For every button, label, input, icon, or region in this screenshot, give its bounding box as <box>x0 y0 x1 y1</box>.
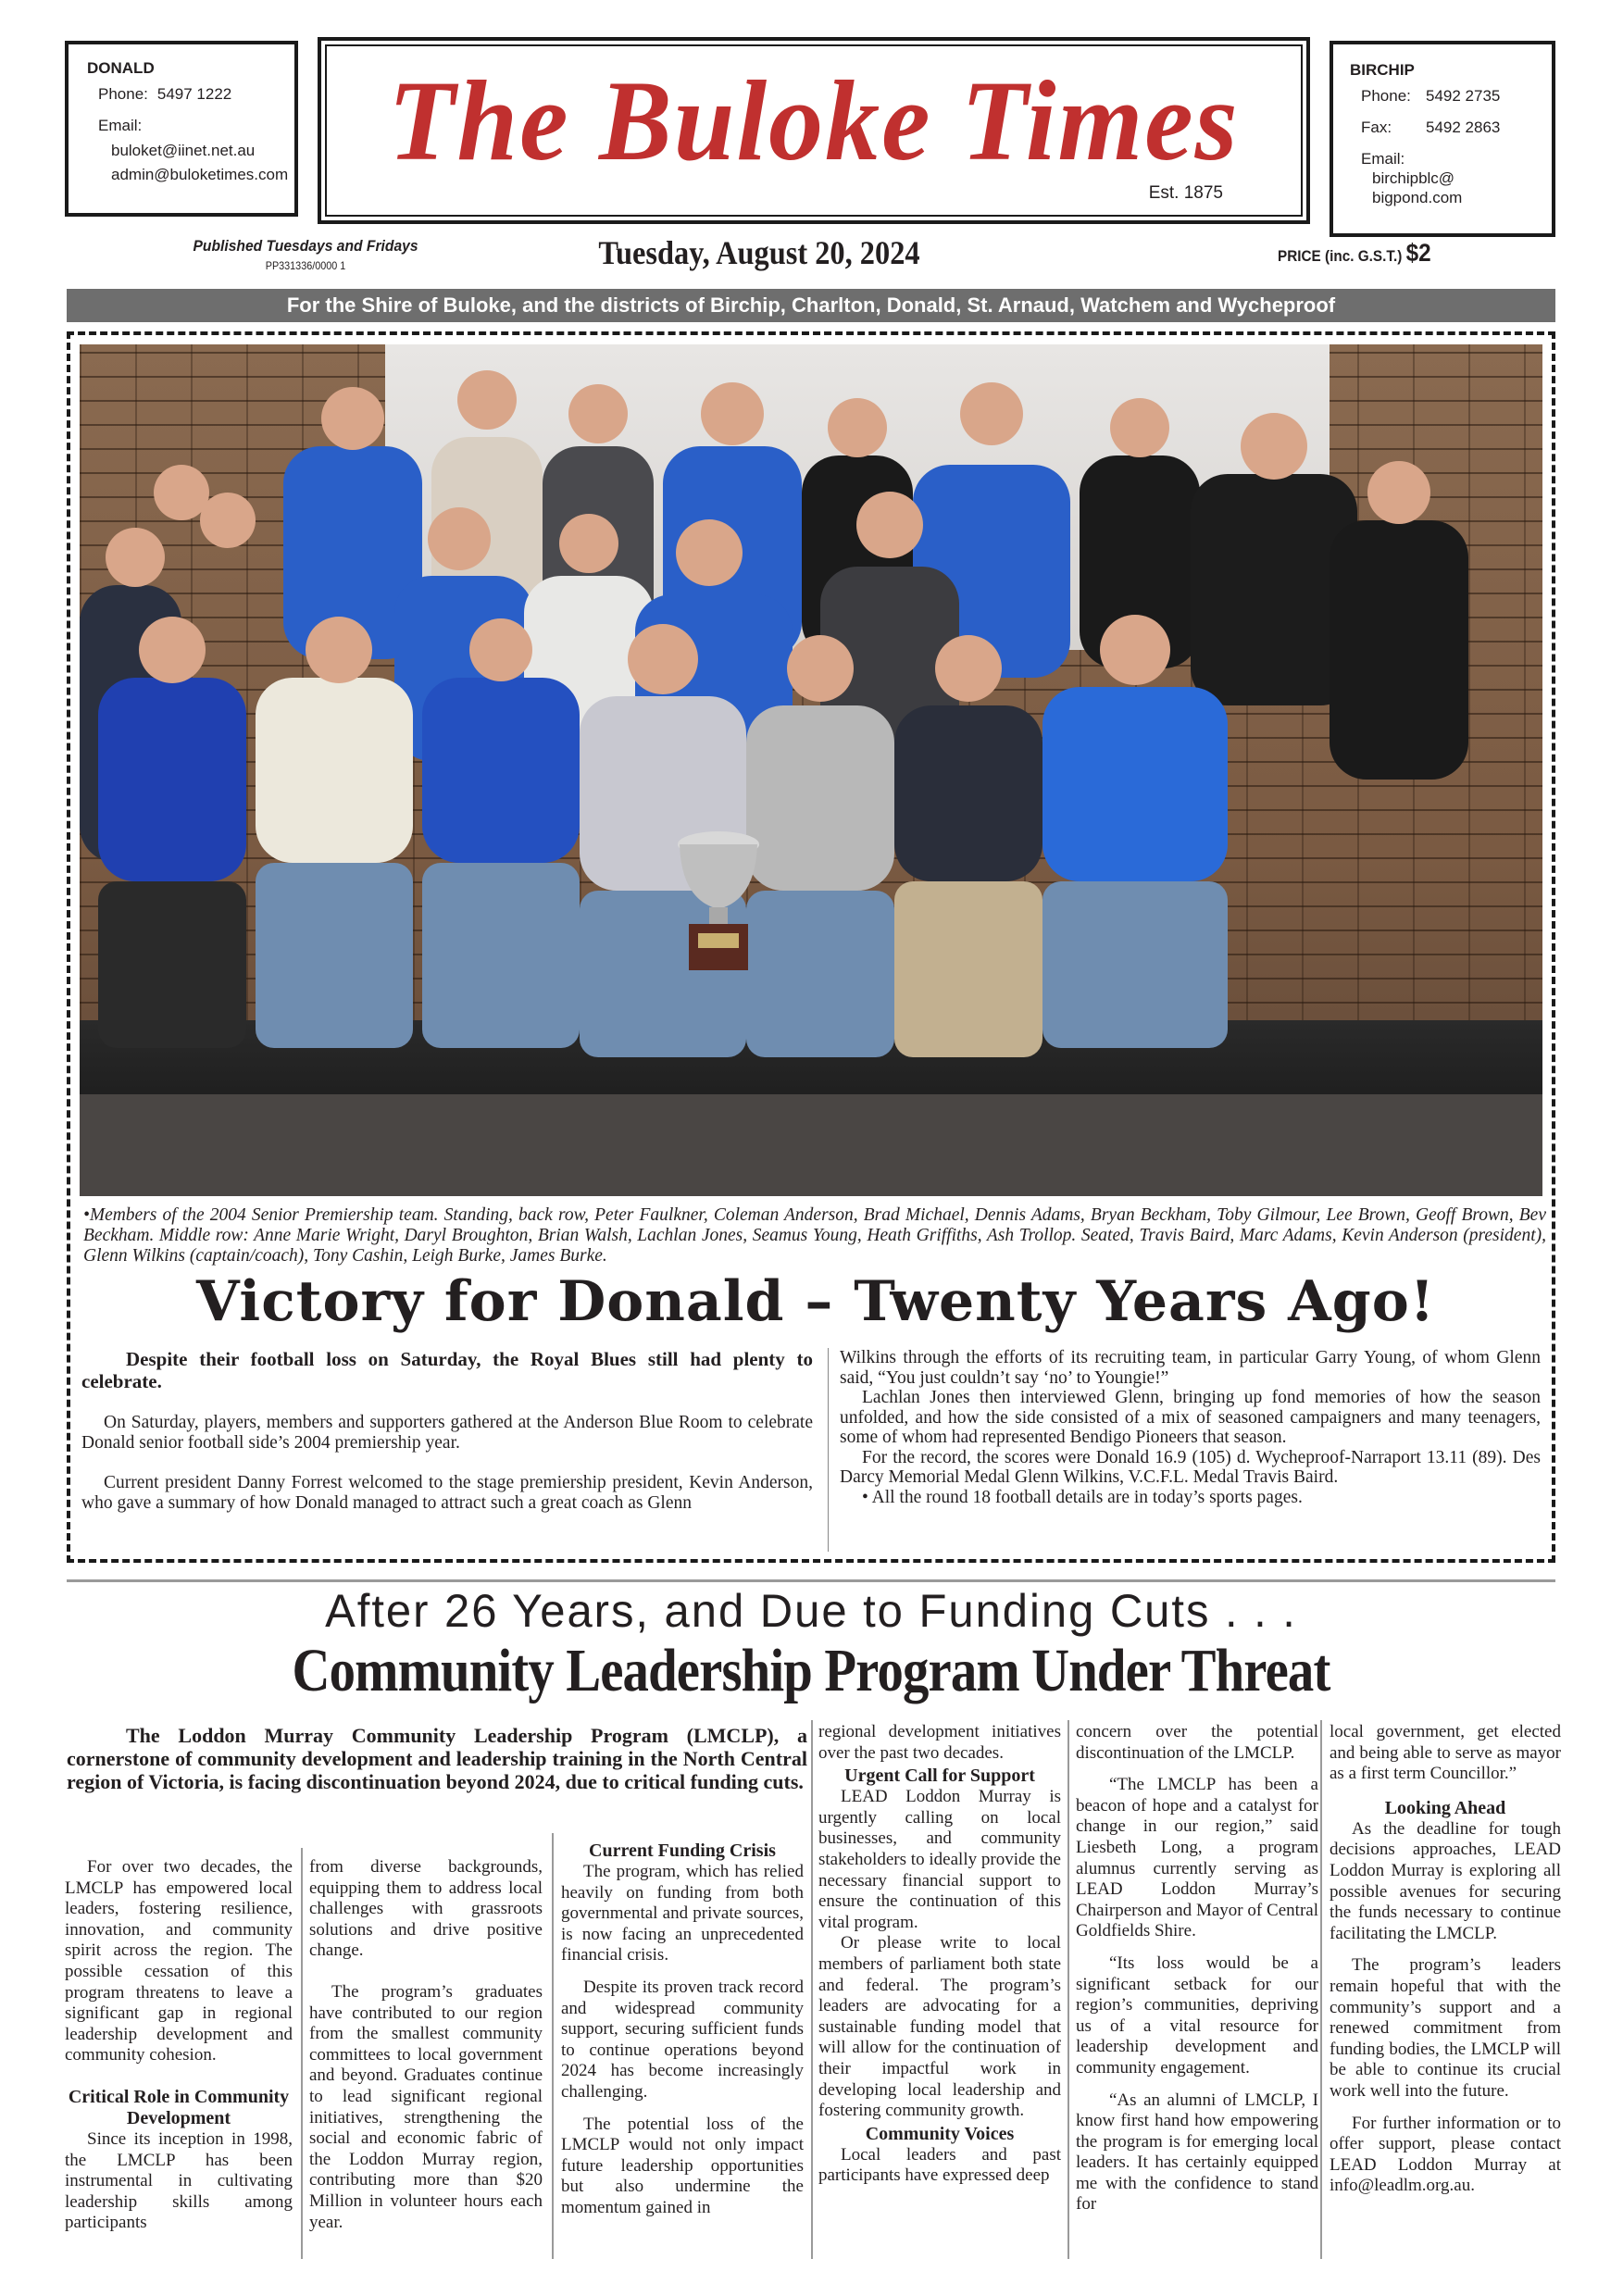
subhead-looking-ahead: Looking Ahead <box>1384 1797 1506 1818</box>
birchip-contact-box <box>1330 41 1555 237</box>
fax-label: Fax: <box>1361 119 1392 136</box>
story-lead: The Loddon Murray Community Leadership Program (LMCLP), a cornerstone of community development and leadership training in the North Central region of Victoria, is facing discontinuation beyond 2024, due to critical funding cuts. <box>67 1724 807 1793</box>
story-column-6 <box>1330 1722 1561 2197</box>
feature-paragraph: Wilkins through the efforts of its recruiting team, in particular Garry Young, of whom Glenn said, “You just couldn’t say ‘no’ to Youngie!” <box>840 1348 1541 1388</box>
team-photo-figures <box>80 344 1542 1196</box>
story-paragraph: local government, get elected and being able to serve as mayor as a first term Councillor.” <box>1330 1722 1561 1784</box>
print-post-number: PP331336/0000 1 <box>265 259 346 272</box>
donald-phone: 5497 1222 <box>156 85 232 103</box>
contact-paragraph: For further information or to offer support, please contact LEAD Loddon Murray at info@leadlm.org.au. <box>1330 2113 1561 2196</box>
story-quote: “The LMCLP has been a beacon of hope and a catalyst for change in our region,” said Liesbeth Long, a program alumnus currently serving as LEAD Loddon Murray’s Chairperson and Mayor of Central Goldfields Shire. <box>1076 1775 1318 1941</box>
column-rule <box>301 1848 303 2259</box>
story-column-5 <box>1076 1722 1318 2215</box>
email-label: Email: <box>98 117 143 134</box>
subhead-critical-role: Critical Role in Community Development <box>68 2086 290 2128</box>
feature-paragraph: For the record, the scores were Donald 16.9 (105) d. Wycheproof-Narraport 13.11 (89). Des Darcy Memorial Medal Glenn Wilkins, V.C.F.L. Medal Travis Baird. <box>840 1447 1541 1487</box>
donald-phone-row <box>87 85 294 104</box>
feature-paragraph: Current president Danny Forrest welcomed to the stage premiership president, Kevin Anderson, who gave a summary of how Donald managed to attract such a great coach as Glenn <box>81 1473 813 1513</box>
feature-paragraph: Lachlan Jones then interviewed Glenn, bringing up fond memories of how the season unfolded, and how the side consisted of a mix of seasoned campaigners and many teenagers, some of whom had represented Bendigo Pioneers that season. <box>840 1388 1541 1447</box>
story-headline: Community Leadership Program Under Threat <box>292 1637 1330 1704</box>
photo-caption: •Members of the 2004 Senior Premiership team. Standing, back row, Peter Faulkner, Coleman Anderson, Brad Michael, Dennis Adams, Bryan Beckham, Toby Gilmour, Lee Brown, Geoff Brown, Bev Beckham. Middle row: Anne Marie Wright, Daryl Broughton, Brian Walsh, Lachlan Jones, Seamus Young, Heath Griffiths, Ash Trollop. Seated, Travis Baird, Marc Adams, Kevin Anderson (president), Glenn Wilkins (captain/coach), Tony Cashin, Leigh Burke, James Burke. <box>83 1205 1546 1266</box>
donald-email-2[interactable]: admin@buloketimes.com <box>111 166 289 183</box>
story-quote: “As an alumni of LMCLP, I know first hand how empowering the program is for emerging local leaders. It has certainly equipped me with the confidence to stand for <box>1076 2090 1318 2215</box>
story-paragraph: Local leaders and past participants have expressed deep <box>818 2144 1061 2186</box>
subhead-community-voices: Community Voices <box>865 2123 1015 2144</box>
story-paragraph: concern over the potential discontinuation of the LMCLP. <box>1076 1722 1318 1763</box>
story-paragraph: The potential loss of the LMCLP would not only impact future leadership opportunities but also undermine the momentum gained in <box>561 2114 804 2217</box>
story-column-4 <box>818 1722 1061 2187</box>
birchip-email-line-1[interactable]: birchipblc@ <box>1372 169 1455 187</box>
team-photo <box>80 344 1542 1196</box>
phone-label: Phone: <box>98 85 148 103</box>
story-column-3 <box>561 1839 804 2219</box>
masthead-title-box <box>318 37 1310 224</box>
donald-contact-box <box>65 41 298 217</box>
story-paragraph: regional development initiatives over the past two decades. <box>818 1722 1061 1763</box>
phone-label: Phone: <box>1361 87 1411 105</box>
donald-office-title: DONALD <box>87 59 155 77</box>
feature-footnote: • All the round 18 football details are in today’s sports pages. <box>862 1487 1303 1507</box>
birchip-phone-row <box>1350 87 1552 106</box>
column-rule <box>811 1720 813 2259</box>
column-rule <box>1320 1720 1322 2259</box>
birchip-office-title: BIRCHIP <box>1350 61 1415 79</box>
feature-paragraph: On Saturday, players, members and supporters gathered at the Anderson Blue Room to celebrate Donald senior football side’s 2004 premiership year. <box>81 1413 813 1453</box>
story-paragraph: For over two decades, the LMCLP has empowered local leaders, fostering resilience, innovation, and community spirit across the region. The possible cessation of this program threatens to leave a significant gap in regional leadership development and community cohesion. <box>65 1857 293 2065</box>
subhead-urgent-call: Urgent Call for Support <box>844 1766 1035 1787</box>
birchip-fax: 5492 2863 <box>1426 119 1501 136</box>
birchip-email-line-2[interactable]: bigpond.com <box>1372 189 1463 206</box>
section-divider <box>67 1579 1555 1582</box>
feature-headline: Victory for Donald – Twenty Years Ago! <box>195 1269 1436 1334</box>
publication-info <box>148 237 463 272</box>
story-paragraph: The program’s leaders remain hopeful that with the community’s support and a renewed commitment from funding bodies, the LMCLP will be able to continue its crucial work well into the future. <box>1330 1955 1561 2101</box>
price-label: PRICE (inc. G.S.T.) <box>1278 247 1403 265</box>
established-year: Est. 1875 <box>1148 183 1223 203</box>
story-paragraph: As the deadline for tough decisions approaches, LEAD Loddon Murray is exploring all possible avenues for securing the funds necessary to continue facilitating the LMCLP. <box>1330 1818 1561 1943</box>
feature-column-1 <box>81 1348 813 1513</box>
email-label: Email: <box>1361 150 1405 168</box>
story-paragraph: The program’s graduates have contributed to our region from the smallest community committees to local government and beyond. Graduates continue to lead significant regional initiatives, strengthening the social and economic fabric of the Loddon Murray region, contributing more than $20 Million in volunteer hours each year. <box>309 1981 543 2232</box>
price-amount: $2 <box>1405 239 1431 267</box>
story-paragraph: The program, which has relied heavily on funding from both governmental and private sources, is now facing an unprecedented financial crisis. <box>561 1862 804 1965</box>
story-paragraph: Since its inception in 1998, the LMCLP has been instrumental in cultivating leadership skills among participants <box>65 2128 293 2233</box>
story-paragraph: Despite its proven track record and widespread community support, securing sufficient funds to continue operations beyond 2024 has become increasingly challenging. <box>561 1977 804 2102</box>
feature-story-box <box>67 331 1555 1563</box>
newspaper-title: The Buloke Times <box>388 56 1240 185</box>
birchip-fax-row <box>1350 119 1552 137</box>
coverage-banner: For the Shire of Buloke, and the districts of Birchip, Charlton, Donald, St. Arnaud, Watchem and Wycheproof <box>67 289 1555 322</box>
birchip-phone: 5492 2735 <box>1426 87 1501 105</box>
issue-date: Tuesday, August 20, 2024 <box>598 234 920 271</box>
column-rule <box>1067 1720 1069 2259</box>
story-paragraph: LEAD Loddon Murray is urgently calling on local businesses, and community stakeholders to ideally provide the necessary financial support to ensure the continuation of this vital program. <box>818 1787 1061 1932</box>
feature-column-2 <box>828 1348 1541 1552</box>
feature-lead: Despite their football loss on Saturday, the Royal Blues still had plenty to celebrate. <box>81 1348 813 1392</box>
story-column-1 <box>65 1857 293 2234</box>
story-column-2 <box>309 1857 543 2233</box>
story-quote: “Its loss would be a significant setback for our region’s communities, depriving us of a vital resource for leadership development and community engagement. <box>1076 1953 1318 2078</box>
price <box>1278 239 1478 268</box>
story-kicker: After 26 Years, and Due to Funding Cuts . . . <box>325 1585 1297 1637</box>
publication-days: Published Tuesdays and Fridays <box>193 237 418 255</box>
subhead-funding-crisis: Current Funding Crisis <box>589 1841 776 1861</box>
story-paragraph: from diverse backgrounds, equipping them to address local challenges with grassroots solutions and drive positive change. <box>309 1857 543 1961</box>
donald-email-1[interactable]: buloket@iinet.net.au <box>111 142 256 159</box>
column-rule <box>552 1833 554 2259</box>
story-paragraph: Or please write to local members of parliament both state and federal. The program’s leaders are advocating for a sustainable funding model that will allow for the continuation of their impactful work in developing local leadership and fostering community growth. <box>818 1933 1061 2121</box>
